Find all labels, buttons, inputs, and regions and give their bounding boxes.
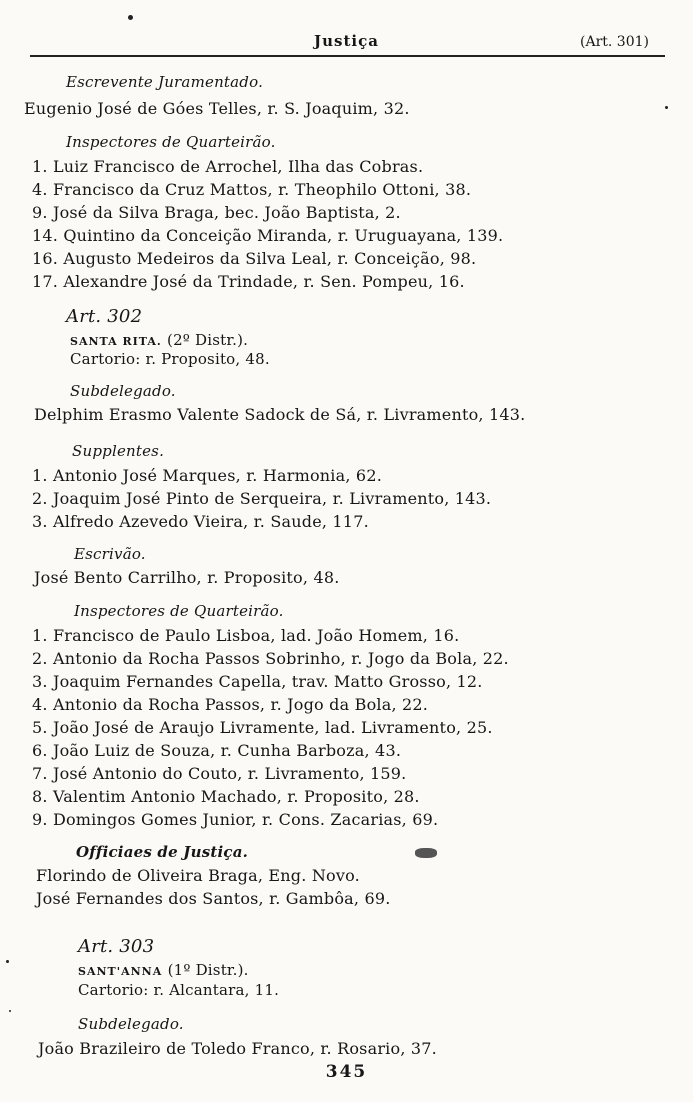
art-303-subdelegado: João Brazileiro de Toledo Franco, r. Rosario, 37. bbox=[38, 1039, 437, 1058]
header-rule bbox=[30, 55, 665, 57]
ink-speck bbox=[9, 1010, 11, 1012]
oficial-item: José Fernandes dos Santos, r. Gambôa, 69. bbox=[36, 889, 391, 908]
supplente-item: 3. Alfredo Azevedo Vieira, r. Saude, 117. bbox=[32, 512, 369, 531]
inspector-302-item: 5. João José de Araujo Livramente, lad. Livramento, 25. bbox=[32, 718, 493, 737]
art-302-cartorio: Cartorio: r. Proposito, 48. bbox=[70, 350, 270, 368]
inspector-301-item: 4. Francisco da Cruz Mattos, r. Theophilo Ottoni, 38. bbox=[32, 180, 472, 199]
oficial-item: Florindo de Oliveira Braga, Eng. Novo. bbox=[36, 866, 360, 885]
art-303-title: Art. 303 bbox=[78, 936, 155, 957]
inspector-302-item: 6. João Luiz de Souza, r. Cunha Barboza, 43. bbox=[32, 741, 402, 760]
inspector-301-item: 14. Quintino da Conceição Miranda, r. Uruguayana, 139. bbox=[32, 226, 504, 245]
art-302-escrivao: José Bento Carrilho, r. Proposito, 48. bbox=[34, 568, 340, 587]
ink-speck bbox=[665, 106, 668, 109]
page-number: 345 bbox=[325, 1062, 368, 1082]
ink-speck bbox=[6, 960, 9, 963]
supplente-item: 2. Joaquim José Pinto de Serqueira, r. Livramento, 143. bbox=[32, 489, 492, 508]
art-302-inspectores-heading: Inspectores de Quarteirão. bbox=[74, 602, 284, 620]
inspector-302-item: 2. Antonio da Rocha Passos Sobrinho, r. Jogo da Bola, 22. bbox=[32, 649, 509, 668]
art-303-subdelegado-heading: Subdelegado. bbox=[78, 1015, 184, 1033]
escrevente-entry: Eugenio José de Góes Telles, r. S. Joaquim, 32. bbox=[24, 99, 410, 118]
inspector-302-item: 9. Domingos Gomes Junior, r. Cons. Zacarias, 69. bbox=[32, 810, 439, 829]
art-302-officiaes-heading: Officiaes de Justiça. bbox=[76, 843, 249, 861]
art-302-parish-line bbox=[70, 330, 248, 349]
art-302-district: (2º Distr.). bbox=[167, 331, 249, 349]
art-302-supplentes-heading: Supplentes. bbox=[72, 442, 165, 460]
art-303-district: (1º Distr.). bbox=[167, 961, 249, 979]
running-header-title: Justiça bbox=[314, 32, 379, 50]
inspector-302-item: 8. Valentim Antonio Machado, r. Proposito, 28. bbox=[32, 787, 420, 806]
running-header-art-ref: (Art. 301) bbox=[580, 34, 649, 50]
ink-blot bbox=[415, 848, 437, 858]
inspector-302-item: 1. Francisco de Paulo Lisboa, lad. João Homem, 16. bbox=[32, 626, 460, 645]
inspector-301-item: 1. Luiz Francisco de Arrochel, Ilha das Cobras. bbox=[32, 157, 424, 176]
art-303-cartorio: Cartorio: r. Alcantara, 11. bbox=[78, 981, 280, 999]
art-302-escrivao-heading: Escrivão. bbox=[74, 545, 146, 563]
art-302-parish: SANTA RITA. bbox=[70, 335, 162, 348]
art-302-title: Art. 302 bbox=[66, 306, 143, 327]
supplente-item: 1. Antonio José Marques, r. Harmonia, 62. bbox=[32, 466, 382, 485]
art-302-subdelegado: Delphim Erasmo Valente Sadock de Sá, r. Livramento, 143. bbox=[34, 405, 526, 424]
escrevente-heading: Escrevente Juramentado. bbox=[66, 73, 264, 91]
art-303-parish-line bbox=[78, 960, 249, 979]
inspector-302-item: 4. Antonio da Rocha Passos, r. Jogo da Bola, 22. bbox=[32, 695, 429, 714]
inspectores-301-heading: Inspectores de Quarteirão. bbox=[66, 133, 276, 151]
inspector-302-item: 7. José Antonio do Couto, r. Livramento, 159. bbox=[32, 764, 407, 783]
inspector-301-item: 16. Augusto Medeiros da Silva Leal, r. Conceição, 98. bbox=[32, 249, 477, 268]
inspector-302-item: 3. Joaquim Fernandes Capella, trav. Matto Grosso, 12. bbox=[32, 672, 483, 691]
inspector-301-item: 9. José da Silva Braga, bec. João Baptista, 2. bbox=[32, 203, 401, 222]
art-303-parish: SANT'ANNA bbox=[78, 965, 163, 978]
ink-speck bbox=[128, 15, 133, 20]
art-302-subdelegado-heading: Subdelegado. bbox=[70, 382, 176, 400]
inspector-301-item: 17. Alexandre José da Trindade, r. Sen. Pompeu, 16. bbox=[32, 272, 465, 291]
